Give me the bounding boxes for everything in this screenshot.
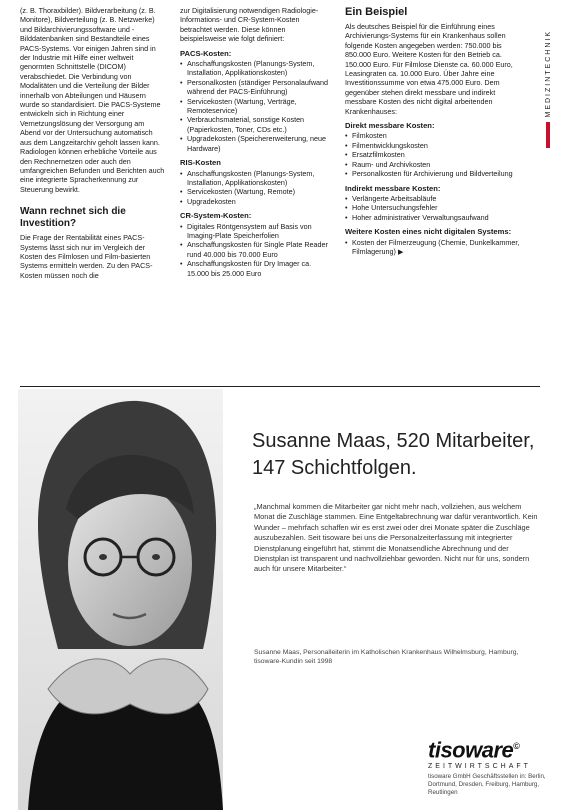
list-item: • Servicekosten (Wartung, Verträge, Remoteservice) xyxy=(187,97,330,116)
list-item: • Digitales Röntgensystem auf Basis von Imaging-Plate Speicherfolien xyxy=(187,222,330,241)
ris-costs-list xyxy=(180,169,330,207)
list-item-text: Kosten der Filmerzeugung (Chemie, Dunkelkammer, Filmlagerung) xyxy=(352,237,520,256)
logo-wordmark xyxy=(428,735,548,761)
direct-costs-heading: Direkt messbare Kosten: xyxy=(345,121,435,131)
article-column-1 xyxy=(20,6,166,381)
list-item: • Personalkosten (ständiger Personalaufwand während der PACS-Einführung) xyxy=(187,78,330,97)
list-item xyxy=(352,238,525,258)
col1-paragraph-2: Die Frage der Rentabilität eines PACS-Systems lässt sich nur im Vergleich der Kosten des Filmlosen und Film-basierten Systems ermitteln werden. Zu den PACS-Kosten müssen noch die xyxy=(20,233,153,280)
list-item: • Anschaffungskosten (Planungs-System, Installation, Applikationskosten) xyxy=(187,59,330,78)
col3-paragraph: Als deutsches Beispiel für die Einführung eines Archivierungs-Systems für ein Krankenhaus sollen folgende Kosten angegeben werden: 750.000 bis 850.000 Euro. Weitere Kosten für den Betrieb ca. 150.000 Euro. Für Filmlose Dienste ca. 60.000 Euro, Leasingraten ca. 10.000 Euro. Über Jahre eine Investitionssumme von etwa 475.000 Euro. Dem gegenüber stehen direkt messbare und indirekt messbare Kosten des nicht digital arbeitenden Krankenhauses: xyxy=(345,22,513,116)
tisoware-logo xyxy=(428,735,548,797)
ris-costs-heading: RIS-Kosten xyxy=(180,158,221,168)
list-item: • Anschaffungskosten für Dry Imager ca. 15.000 bis 25.000 Euro xyxy=(187,259,330,278)
direct-costs-list xyxy=(345,131,525,178)
article-column-2 xyxy=(180,6,330,381)
indirect-costs-list xyxy=(345,194,525,222)
logo-subtitle: ZEITWIRTSCHAFT xyxy=(428,763,531,771)
testimonial-quote xyxy=(254,502,542,575)
col1-paragraph-1: (z. B. Thoraxbilder). Bildverarbeitung (z. B. Monitore), Bildverteilung (z. B. Netzwerke) und Bildarchivierungssoftware und -Bilddatenbanken sind Bestandteile eines PACS-Systems. Vor einigen Jahren sind in der Industrie mit Hilfe einer weltweit genormten Schnittstelle (DICOM) verabschiedet. Die Verbindung von Modalitäten und die Verteilung der Bilder innerhalb von Abteilungen und Häusern wurde so standardisiert. Die PACS-Systeme entwickeln sich in Richtung einer Vernetzungslösung der Versorgung am Abend vor der Untersuchung automatisch aus dem Langzeitarchiv geholt lassen kann. Radiologen können erhebliche Vorteile aus den Rechnernetzen oder auch den umfangreichen Befunden und Berichten auch eine integrierte Spracherkennung zur Steuerung bewirkt. xyxy=(20,6,165,194)
list-item: • Hoher administrativer Verwaltungsaufwand xyxy=(352,213,525,222)
indirect-costs-heading: Indirekt messbare Kosten: xyxy=(345,183,441,193)
list-item: • Anschaffungskosten (Planungs-System, Installation, Applikationskosten) xyxy=(187,169,330,188)
photo-caption: Susanne Maas, Personalleiterin im Katholischen Krankenhaus Wilhelmsburg, Hamburg, tisoware-Kundin seit 1998 xyxy=(254,649,519,665)
list-item: • Upgradekosten xyxy=(187,197,330,206)
logo-mark-icon: © xyxy=(513,741,520,751)
col1-heading: Wann rechnet sich die Investition? xyxy=(20,206,126,230)
list-item: • Filmentwicklungskosten xyxy=(352,141,525,150)
continue-arrow-icon: ▶ xyxy=(397,248,404,256)
portrait-photo xyxy=(18,389,223,810)
list-item: • Verbrauchsmaterial, sonstige Kosten (Papierkosten, Toner, CDs etc.) xyxy=(187,115,330,134)
section-divider xyxy=(20,386,540,387)
ad-headline: Susanne Maas, 520 Mitarbeiter, 147 Schichtfolgen. xyxy=(252,430,535,479)
cr-costs-list xyxy=(180,222,330,278)
section-accent-bar xyxy=(546,122,550,148)
list-item: • Filmkosten xyxy=(352,131,525,140)
further-costs-list xyxy=(345,238,525,258)
list-item: • Ersatzfilmkosten xyxy=(352,150,525,159)
section-marker xyxy=(541,30,555,162)
cr-costs-heading: CR-System-Kosten: xyxy=(180,211,252,221)
article-column-3 xyxy=(345,6,525,381)
section-label: MEDIZINTECHNIK xyxy=(544,30,552,118)
quote-text: „Manchmal kommen die Mitarbeiter gar nicht mehr nach, vollziehen, aus welchem Monat die Zuschläge stammen. Eine Entgeltabrechnung war dafür verantwortlich. Kein Wunder – mehrfach schaffen wir es erst zwei oder drei Monate später die Zuschläge auszubezahlen. Seit tisoware bei uns die Personalzeiterfassung mit integrierter Dienstplanung eingeführt hat, stimmt die Monatsendliche Abrechnung und der Dienstplan ist transparent und nachvollziehbar geworden. Nicht nur für uns, sondern auch für unsere Mitarbeiter.“ xyxy=(254,502,538,574)
list-item: • Hohe Untersuchungsfehler xyxy=(352,203,525,212)
list-item: • Upgradekosten (Speichererweiterung, neue Hardware) xyxy=(187,134,330,153)
list-item: • Raum- und Archivkosten xyxy=(352,160,525,169)
list-item: • Verlängerte Arbeitsabläufe xyxy=(352,194,525,203)
portrait-illustration xyxy=(18,389,223,810)
company-locations: tisoware GmbH Geschäftsstellen in: Berlin, Dortmund, Dresden, Freiburg, Hamburg, Reutlingen xyxy=(428,773,546,797)
list-item: • Servicekosten (Wartung, Remote) xyxy=(187,187,330,196)
pacs-costs-heading: PACS-Kosten: xyxy=(180,48,232,58)
list-item: • Anschaffungskosten für Single Plate Reader rund 40.000 bis 70.000 Euro xyxy=(187,240,330,259)
pacs-costs-list xyxy=(180,59,330,153)
further-costs-heading: Weitere Kosten eines nicht digitalen Systems: xyxy=(345,227,512,237)
logo-name-text: tisoware xyxy=(428,737,514,763)
list-item: • Personalkosten für Archivierung und Bildverteilung xyxy=(352,169,525,178)
col2-intro: zur Digitalisierung notwendigen Radiologie-Informations- und CR-System-Kosten betrachtet werden. Diese können beispielsweise wie folgt definiert: xyxy=(180,6,319,44)
example-heading: Ein Beispiel xyxy=(345,6,408,18)
